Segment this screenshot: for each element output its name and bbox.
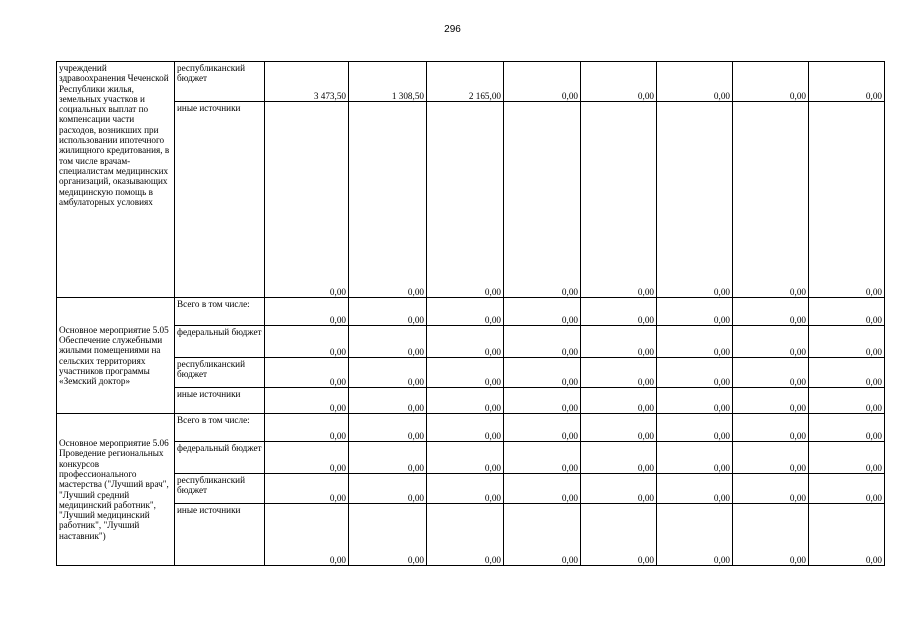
amount-cell: 0,00	[265, 414, 349, 442]
amount-cell: 0,00	[809, 442, 885, 474]
amount-cell: 0,00	[581, 326, 657, 358]
amount-cell: 0,00	[504, 326, 581, 358]
amount-cell: 0,00	[657, 442, 733, 474]
amount-cell: 0,00	[349, 102, 427, 298]
activity-description: Основное мероприятие 5.05 Обеспечение служебными жилыми помещениями на сельских территориях участников программы «Земский доктор»	[57, 298, 175, 414]
amount-cell: 0,00	[581, 414, 657, 442]
amount-cell: 0,00	[349, 414, 427, 442]
funding-source: республиканский бюджет	[175, 358, 265, 388]
amount-cell: 0,00	[581, 102, 657, 298]
table-row	[57, 442, 885, 474]
amount-cell: 0,00	[349, 298, 427, 326]
amount-cell: 0,00	[733, 388, 809, 414]
amount-cell: 0,00	[657, 358, 733, 388]
amount-cell: 0,00	[427, 388, 504, 414]
amount-cell: 0,00	[657, 102, 733, 298]
table-row	[57, 388, 885, 414]
amount-cell: 0,00	[265, 298, 349, 326]
amount-cell: 0,00	[733, 326, 809, 358]
amount-cell: 0,00	[809, 414, 885, 442]
funding-source: Всего в том числе:	[175, 298, 265, 326]
amount-cell: 0,00	[427, 358, 504, 388]
funding-source: федеральный бюджет	[175, 442, 265, 474]
amount-cell: 0,00	[809, 298, 885, 326]
amount-cell: 0,00	[427, 504, 504, 566]
amount-cell: 0,00	[504, 388, 581, 414]
funding-source: иные источники	[175, 388, 265, 414]
amount-cell: 0,00	[504, 414, 581, 442]
amount-cell: 0,00	[349, 388, 427, 414]
table-row	[57, 474, 885, 504]
funding-source: республиканский бюджет	[175, 474, 265, 504]
amount-cell: 0,00	[581, 504, 657, 566]
amount-cell: 0,00	[265, 442, 349, 474]
amount-cell: 0,00	[349, 474, 427, 504]
amount-cell: 0,00	[504, 442, 581, 474]
amount-cell: 2 165,00	[427, 62, 504, 102]
budget-table	[56, 61, 885, 566]
activity-description: учреждений здравоохранения Чеченской Республики жилья, земельных участков и социальных выплат по компенсации части расходов, возникших при использовании ипотечного жилищного кредитования, в том числе врачам-специалистам медицинских организаций, оказывающих медицинскую помощь в амбулаторных условиях	[57, 62, 175, 298]
table-row	[57, 62, 885, 102]
amount-cell: 0,00	[733, 102, 809, 298]
amount-cell: 0,00	[809, 504, 885, 566]
amount-cell: 0,00	[657, 298, 733, 326]
amount-cell: 0,00	[504, 102, 581, 298]
amount-cell: 0,00	[427, 102, 504, 298]
table-row	[57, 504, 885, 566]
amount-cell: 0,00	[733, 358, 809, 388]
amount-cell: 0,00	[809, 62, 885, 102]
amount-cell: 0,00	[809, 388, 885, 414]
amount-cell: 0,00	[427, 442, 504, 474]
amount-cell: 0,00	[733, 298, 809, 326]
amount-cell: 0,00	[657, 388, 733, 414]
amount-cell: 0,00	[349, 442, 427, 474]
amount-cell: 0,00	[427, 414, 504, 442]
amount-cell: 0,00	[581, 358, 657, 388]
amount-cell: 0,00	[657, 414, 733, 442]
amount-cell: 0,00	[581, 62, 657, 102]
amount-cell: 0,00	[504, 504, 581, 566]
amount-cell: 0,00	[504, 62, 581, 102]
funding-source: иные источники	[175, 102, 265, 298]
amount-cell: 0,00	[504, 298, 581, 326]
activity-description: Основное мероприятие 5.06 Проведение региональных конкурсов профессионального мастерства ("Лучший врач", "Лучший средний медицинский работник", "Лучший медицинский работник", "Лучший наставник")	[57, 414, 175, 566]
amount-cell: 0,00	[657, 474, 733, 504]
amount-cell: 0,00	[265, 474, 349, 504]
amount-cell: 0,00	[427, 298, 504, 326]
amount-cell: 0,00	[657, 504, 733, 566]
amount-cell: 0,00	[809, 326, 885, 358]
amount-cell: 0,00	[265, 326, 349, 358]
amount-cell: 0,00	[657, 326, 733, 358]
funding-source: Всего в том числе:	[175, 414, 265, 442]
amount-cell: 0,00	[349, 504, 427, 566]
funding-source: федеральный бюджет	[175, 326, 265, 358]
amount-cell: 0,00	[809, 102, 885, 298]
table-row	[57, 358, 885, 388]
amount-cell: 0,00	[581, 442, 657, 474]
amount-cell: 0,00	[349, 326, 427, 358]
amount-cell: 0,00	[581, 474, 657, 504]
page-number: 296	[444, 24, 461, 35]
amount-cell: 0,00	[427, 474, 504, 504]
amount-cell: 0,00	[349, 358, 427, 388]
amount-cell: 0,00	[733, 414, 809, 442]
table-row	[57, 298, 885, 326]
amount-cell: 0,00	[733, 62, 809, 102]
table-row	[57, 102, 885, 298]
amount-cell: 0,00	[265, 504, 349, 566]
amount-cell: 0,00	[427, 326, 504, 358]
amount-cell: 3 473,50	[265, 62, 349, 102]
amount-cell: 0,00	[809, 474, 885, 504]
amount-cell: 1 308,50	[349, 62, 427, 102]
table-row	[57, 326, 885, 358]
amount-cell: 0,00	[265, 358, 349, 388]
amount-cell: 0,00	[265, 102, 349, 298]
amount-cell: 0,00	[504, 474, 581, 504]
table-row	[57, 414, 885, 442]
amount-cell: 0,00	[504, 358, 581, 388]
table-body	[57, 62, 885, 566]
amount-cell: 0,00	[733, 474, 809, 504]
funding-source: республиканский бюджет	[175, 62, 265, 102]
amount-cell: 0,00	[657, 62, 733, 102]
amount-cell: 0,00	[265, 388, 349, 414]
amount-cell: 0,00	[809, 358, 885, 388]
amount-cell: 0,00	[733, 442, 809, 474]
amount-cell: 0,00	[733, 504, 809, 566]
amount-cell: 0,00	[581, 298, 657, 326]
amount-cell: 0,00	[581, 388, 657, 414]
funding-source: иные источники	[175, 504, 265, 566]
